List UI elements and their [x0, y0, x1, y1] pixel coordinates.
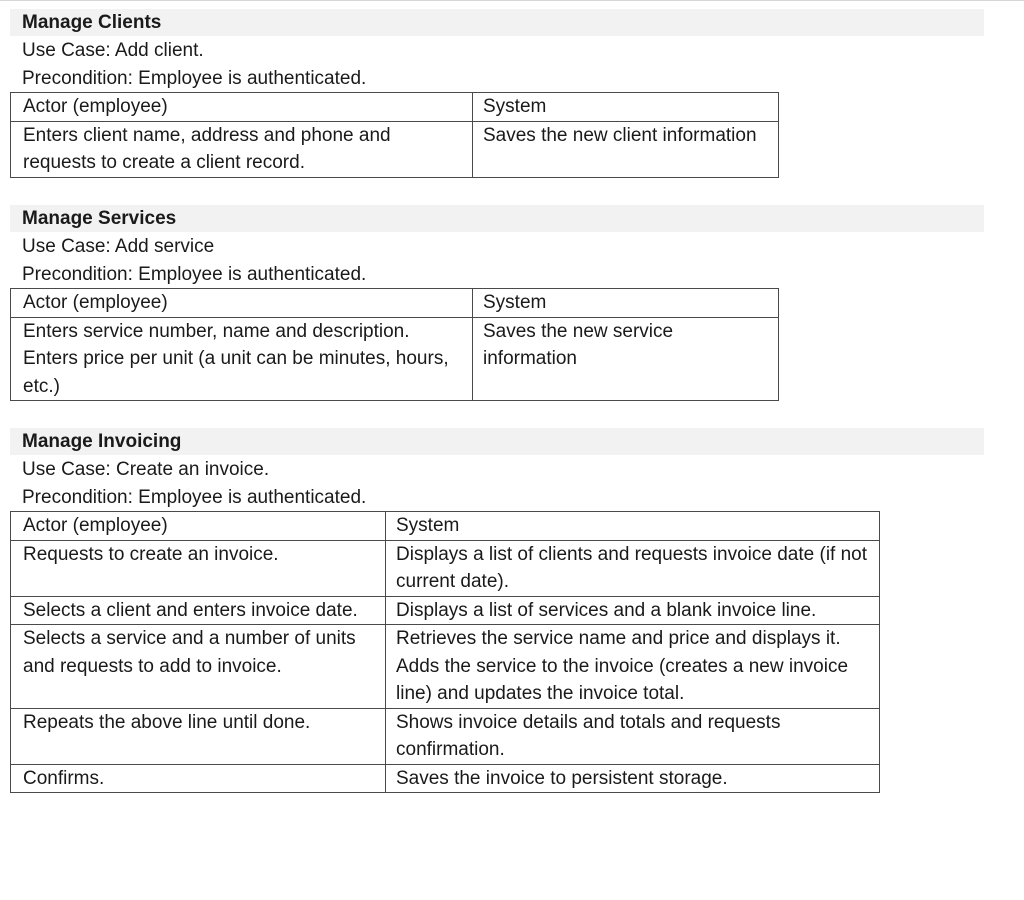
section-manage-invoicing — [10, 428, 984, 793]
use-case-line: Use Case: Add service — [22, 236, 215, 257]
system-cell: Shows invoice details and totals and requests confirmation. — [386, 708, 880, 764]
use-case-line: Use Case: Create an invoice. — [22, 459, 270, 480]
table-row — [11, 540, 880, 596]
section-title: Manage Invoicing — [10, 428, 984, 455]
system-cell: Displays a list of services and a blank invoice line. — [386, 596, 880, 625]
use-case-table — [10, 92, 779, 178]
actor-cell: Requests to create an invoice. — [11, 540, 386, 596]
actor-cell: Selects a client and enters invoice date. — [11, 596, 386, 625]
system-header-cell: System — [473, 289, 779, 318]
section-title: Manage Services — [10, 205, 984, 232]
system-header-cell: System — [386, 512, 880, 541]
actor-cell: Selects a service and a number of units and requests to add to invoice. — [11, 625, 386, 709]
actor-cell: Enters service number, name and description. Enters price per unit (a unit can be minutes, hours, etc.) — [11, 317, 473, 401]
table-row — [11, 708, 880, 764]
system-cell: Displays a list of clients and requests invoice date (if not current date). — [386, 540, 880, 596]
actor-cell: Repeats the above line until done. — [11, 708, 386, 764]
table-row — [11, 764, 880, 793]
actor-header-cell: Actor (employee) — [11, 93, 473, 122]
precondition-line: Precondition: Employee is authenticated. — [22, 486, 367, 508]
table-header-row — [11, 93, 779, 122]
system-header-cell: System — [473, 93, 779, 122]
use-case-line: Use Case: Add client. — [22, 40, 204, 61]
actor-cell: Enters client name, address and phone and requests to create a client record. — [11, 121, 473, 177]
top-divider — [0, 0, 1024, 1]
precondition-line: Precondition: Employee is authenticated. — [22, 67, 367, 89]
use-case-table — [10, 288, 779, 401]
table-row — [11, 121, 779, 177]
system-cell: Saves the new client information — [473, 121, 779, 177]
section-title: Manage Clients — [10, 9, 984, 36]
precondition-line: Precondition: Employee is authenticated. — [22, 263, 367, 285]
section-manage-clients — [10, 9, 984, 178]
actor-header-cell: Actor (employee) — [11, 289, 473, 318]
actor-cell: Confirms. — [11, 764, 386, 793]
table-header-row — [11, 512, 880, 541]
system-cell: Retrieves the service name and price and displays it. Adds the service to the invoice (creates a new invoice line) and updates the invoice total. — [386, 625, 880, 709]
actor-header-cell: Actor (employee) — [11, 512, 386, 541]
use-case-table — [10, 511, 880, 793]
system-cell: Saves the new service information — [473, 317, 779, 401]
table-row — [11, 625, 880, 709]
section-manage-services — [10, 205, 984, 401]
table-row — [11, 596, 880, 625]
table-row — [11, 317, 779, 401]
table-header-row — [11, 289, 779, 318]
system-cell: Saves the invoice to persistent storage. — [386, 764, 880, 793]
